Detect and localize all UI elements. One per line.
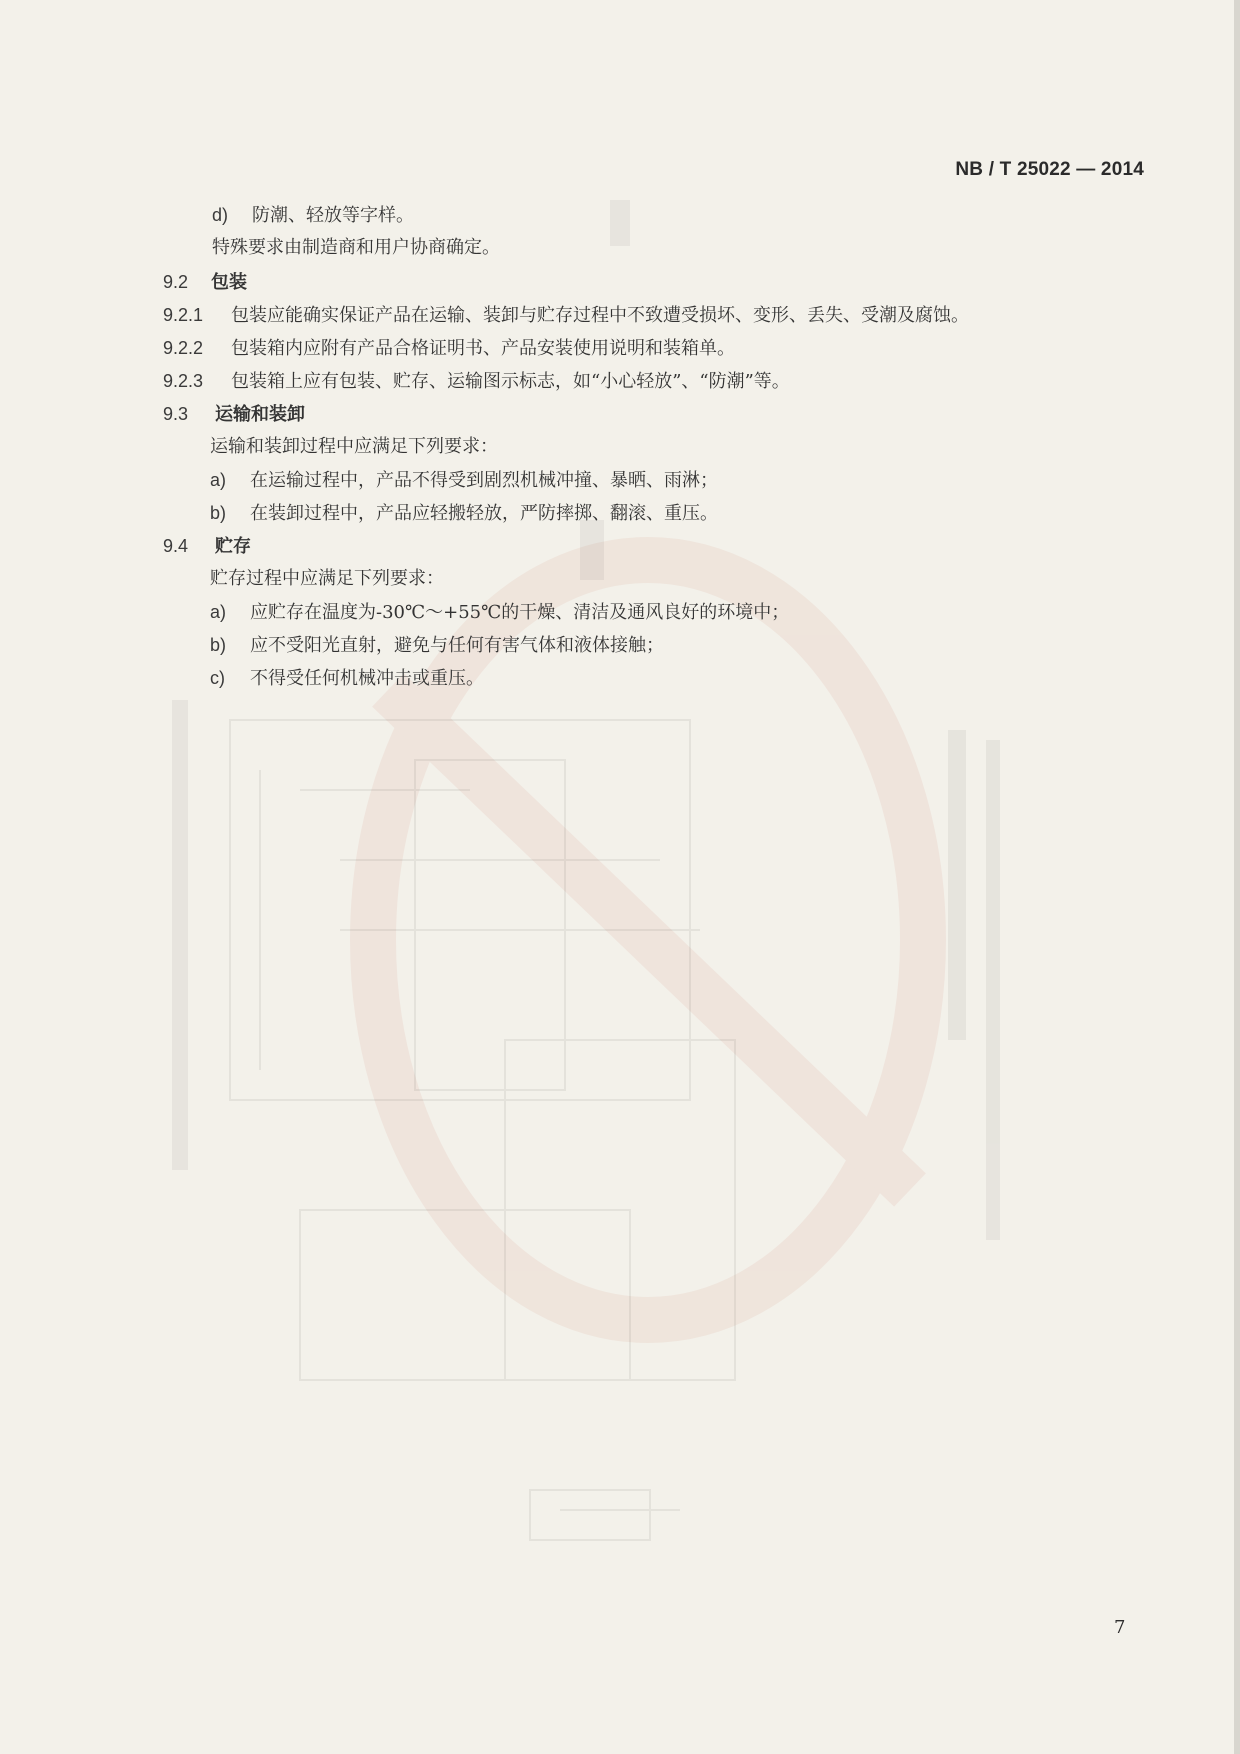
item-marker: a) (210, 602, 227, 622)
list-item (210, 666, 484, 691)
section-heading (163, 270, 247, 295)
item-text: 在装卸过程中，产品应轻搬轻放，严防摔掷、翻滚、重压。 (250, 503, 718, 524)
section-intro: 贮存过程中应满足下列要求： (210, 568, 444, 589)
clause-number: 9.2.3 (163, 371, 204, 391)
clause (163, 303, 969, 328)
section-heading (163, 402, 305, 427)
item-marker: d) (212, 205, 229, 225)
item-text: 不得受任何机械冲击或重压。 (250, 668, 484, 689)
clause-text: 包装应能确实保证产品在运输、装卸与贮存过程中不致遭受损坏、变形、丢失、受潮及腐蚀。 (231, 305, 969, 326)
list-item (210, 600, 789, 625)
page-number: 7 (1114, 1617, 1126, 1638)
clause-number: 9.2.2 (163, 338, 204, 358)
section-intro: 运输和装卸过程中应满足下列要求： (210, 436, 498, 457)
section-title: 运输和装卸 (215, 404, 305, 425)
list-item (210, 633, 664, 658)
item-marker: b) (210, 635, 227, 655)
clause (163, 336, 735, 361)
page-edge-shadow (1234, 0, 1240, 1754)
item-text: 防潮、轻放等字样。 (252, 205, 414, 226)
clause-text: 包装箱内应附有产品合格证明书、产品安装使用说明和装箱单。 (231, 338, 735, 359)
list-item (210, 468, 718, 493)
item-text: 应不受阳光直射，避免与任何有害气体和液体接触； (250, 635, 664, 656)
section-number: 9.4 (163, 536, 189, 556)
item-text: 在运输过程中，产品不得受到剧烈机械冲撞、暴晒、雨淋； (250, 470, 718, 491)
clause-text: 包装箱上应有包装、贮存、运输图示标志，如“小心轻放”、“防潮”等。 (231, 371, 790, 392)
clause-number: 9.2.1 (163, 305, 204, 325)
section-title: 包装 (211, 272, 247, 293)
list-item (210, 501, 718, 526)
item-marker: c) (210, 668, 225, 688)
standard-code: NB / T 25022 — 2014 (955, 159, 1144, 180)
section-number: 9.3 (163, 404, 189, 424)
section-title: 贮存 (215, 536, 251, 557)
section-heading (163, 534, 251, 559)
item-text: 应贮存在温度为-30℃～+55℃的干燥、清洁及通风良好的环境中； (250, 602, 790, 623)
item-marker: a) (210, 470, 227, 490)
list-item (212, 203, 414, 228)
special-note: 特殊要求由制造商和用户协商确定。 (212, 237, 500, 258)
clause (163, 369, 790, 394)
item-marker: b) (210, 503, 227, 523)
section-number: 9.2 (163, 272, 189, 292)
